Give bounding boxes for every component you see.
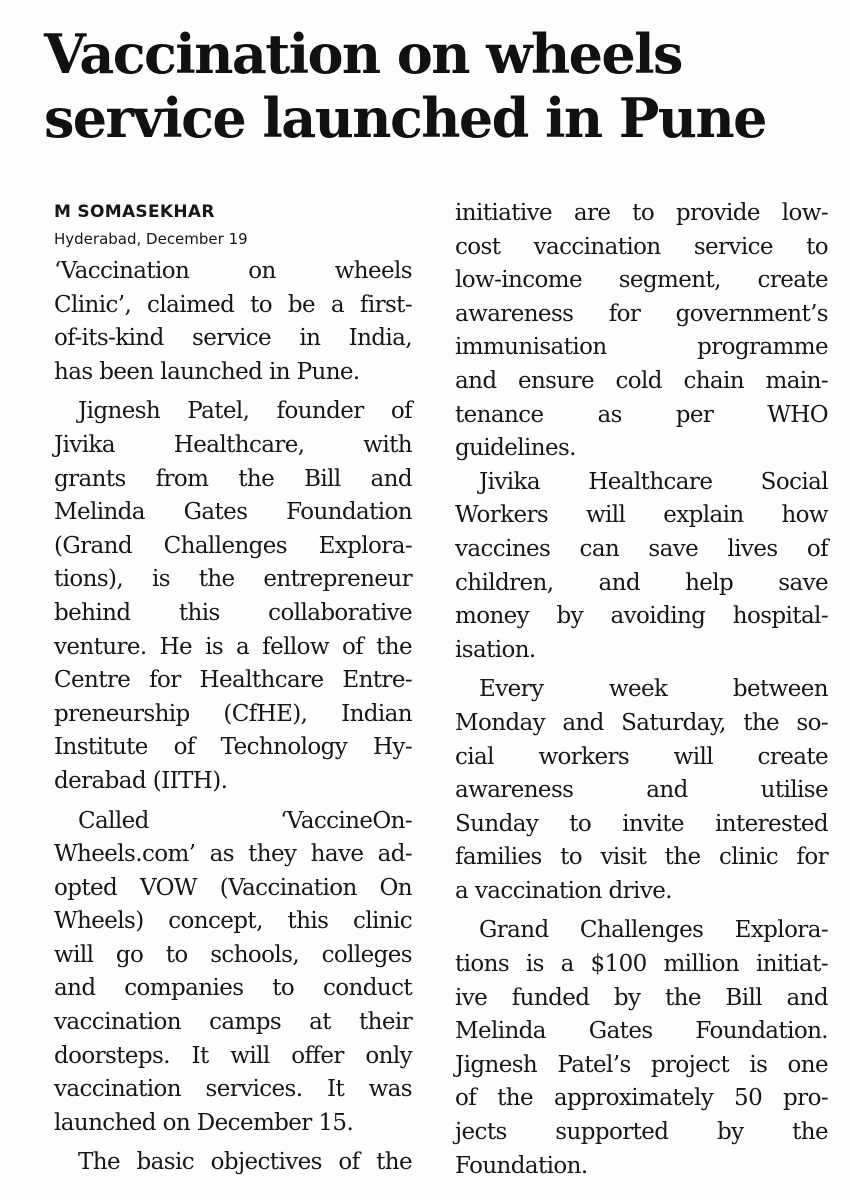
paragraph [455,914,828,1183]
text-line: and companies to conduct [54,975,412,1002]
text-line: venture. He is a fellow of the [54,633,412,660]
text-line: cial workers will create [455,743,828,770]
text-line: Wheels) concept, this clinic [54,908,412,935]
headline-line: service launched in Pune [44,86,766,150]
text-line: opted VOW (Vaccination On [54,874,412,901]
text-line: Workers will explain how [455,502,828,529]
text-line: has been launched in Pune. [54,358,360,385]
text-line: of-its-kind service in India, [54,325,412,352]
text-line: families to visit the clinic for [455,844,828,871]
text-line: Jivika Healthcare, with [54,431,412,458]
text-line: awareness for government’s [455,300,828,327]
paragraph [54,805,412,1141]
text-line: money by avoiding hospital- [455,603,828,630]
text-line: Wheels.com’ as they have ad- [54,841,412,868]
text-line: Centre for Healthcare Entre- [54,667,412,694]
text-line: tions), is the entrepreneur [54,566,412,593]
text-line: will go to schools, colleges [54,941,412,968]
text-line: Sunday to invite interested [455,810,828,837]
text-line: guidelines. [455,435,576,462]
text-line: initiative are to provide low- [455,200,828,226]
text-line: Melinda Gates Foundation. [455,1018,828,1045]
headline [44,22,834,150]
text-line: launched on December 15. [54,1109,354,1136]
text-line: Clinic’, claimed to be a first- [54,291,412,318]
text-line: Institute of Technology Hy- [54,734,412,761]
text-line: preneurship (CfHE), Indian [54,700,412,727]
text-line: Every week between [479,676,828,703]
text-line: vaccination services. It was [54,1076,412,1103]
text-line: a vaccination drive. [455,877,672,904]
text-line: Foundation. [455,1152,588,1179]
text-line: Monday and Saturday, the so- [455,709,828,736]
dateline: Hyderabad, December 19 [54,230,248,248]
text-line: grants from the Bill and [54,465,412,492]
text-line: cost vaccination service to [455,233,828,260]
text-line: Jignesh Patel’s project is one [455,1051,828,1078]
text-line: isation. [455,636,536,663]
text-line: behind this collaborative [54,599,412,626]
text-line: vaccination camps at their [54,1009,412,1036]
text-line: children, and help save [455,569,828,596]
text-line: immunisation programme [455,334,828,361]
text-line: tions is a $100 million initiat- [455,951,828,978]
text-line: Grand Challenges Explora- [479,917,828,944]
right-column [455,197,828,1183]
text-line: Called ‘VaccineOn- [78,807,412,834]
left-column [54,197,412,1180]
text-line: ‘Vaccination on wheels [54,258,412,284]
text-line: The basic objectives of the [78,1149,412,1176]
paragraph [54,255,412,389]
text-line: awareness and utilise [455,777,828,804]
text-line: tenance as per WHO [455,401,828,428]
byline: M SOMASEKHAR [54,202,215,222]
text-line: (Grand Challenges Explora- [54,532,412,559]
text-line: low-income segment, create [455,267,828,294]
text-line: vaccines can save lives of [455,535,828,562]
text-line: Melinda Gates Foundation [54,499,412,526]
text-line: Jignesh Patel, founder of [78,398,412,425]
text-line: of the approximately 50 pro- [455,1085,828,1112]
paragraph [455,197,828,466]
paragraph [54,1146,412,1180]
paragraph [455,673,828,908]
headline-line: Vaccination on wheels [44,22,682,86]
text-line: doorsteps. It will offer only [54,1042,412,1069]
text-line: ive funded by the Bill and [455,984,828,1011]
text-line: derabad (IITH). [54,767,228,794]
paragraph [455,466,828,668]
paragraph [54,395,412,798]
text-line: Jivika Healthcare Social [479,468,828,495]
text-line: jects supported by the [455,1119,828,1146]
text-line: and ensure cold chain main- [455,367,828,394]
